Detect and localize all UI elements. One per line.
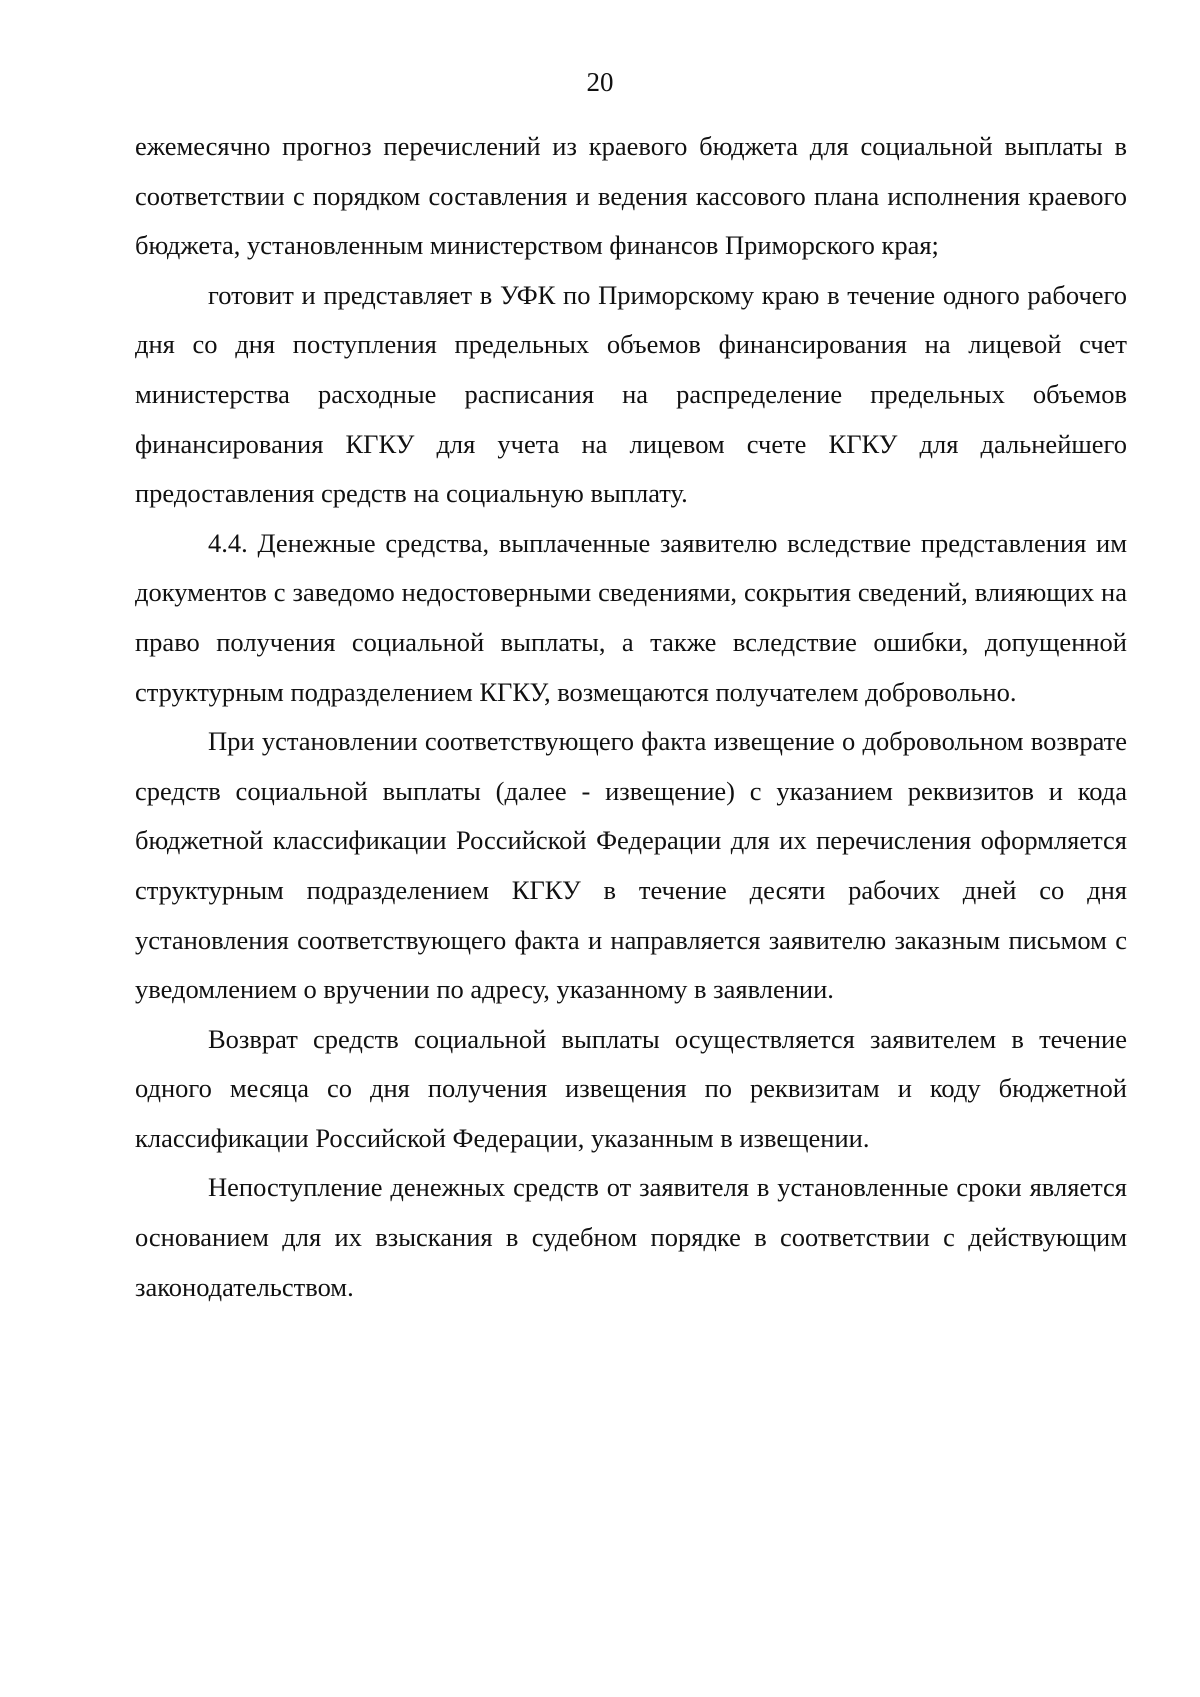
paragraph-section-4-4: 4.4. Денежные средства, выплаченные заявителю вследствие представления им документов с заведомо недостоверными сведениями, сокрытия сведений, влияющих на право получения социальной выплаты, а также вследствие ошибки, допущенной структурным подразделением КГКУ, возмещаются получателем добровольно. (135, 527, 1127, 707)
page-number: 20 (586, 67, 614, 97)
paragraph-refund-notice: При установлении соответствующего факта извещение о добровольном возврате средств социальной выплаты (далее - извещение) с указанием реквизитов и кода бюджетной классификации Российской Федерации для их перечисления оформляется структурным подразделением КГКУ в течение десяти рабочих дней со дня установления соответствующего факта и направляется заявителю заказным письмом с уведомлением о вручении по адресу, указанному в заявлении. (135, 726, 1127, 1005)
paragraph-expenditure-schedules: готовит и представляет в УФК по Приморскому краю в течение одного рабочего дня со дня поступления предельных объемов финансирования на лицевой счет министерства расходные расписания на распределение предельных объемов финансирования КГКУ для учета на лицевом счете КГКУ для дальнейшего предоставления средств на социальную выплату. (135, 279, 1127, 509)
paragraph-refund-term: Возврат средств социальной выплаты осуществляется заявителем в течение одного месяца со дня получения извещения по реквизитам и коду бюджетной классификации Российской Федерации, указанным в извещении. (135, 1023, 1127, 1153)
paragraph-court-recovery: Непоступление денежных средств от заявителя в установленные сроки является основанием для их взыскания в судебном порядке в соответствии с действующим законодательством. (135, 1172, 1127, 1302)
document-body (135, 122, 1127, 1312)
paragraph-forecast-continuation: ежемесячно прогноз перечислений из краевого бюджета для социальной выплаты в соответствии с порядком составления и ведения кассового плана исполнения краевого бюджета, установленным министерством финансов Приморского края; (135, 131, 1127, 261)
